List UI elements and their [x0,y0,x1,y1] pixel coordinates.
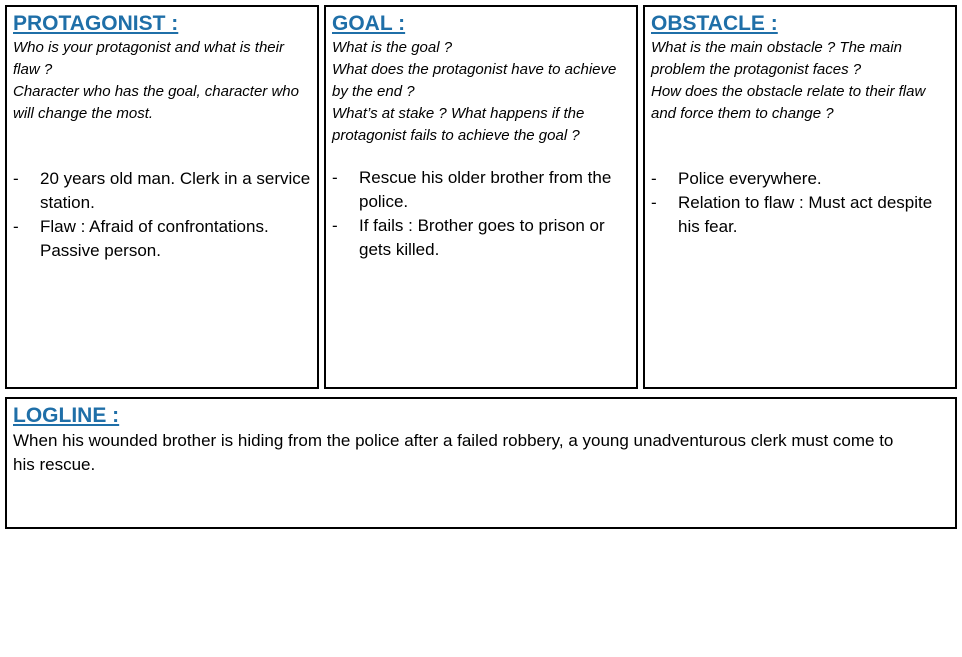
obstacle-prompts [651,37,949,125]
obstacle-box [643,5,957,389]
bullet-dash: - [332,216,338,235]
protagonist-prompt: Who is your protagonist and what is their flaw ? [13,39,284,78]
goal-prompt: What’s at stake ? What happens if the protagonist fails to achieve the goal ? [332,105,585,144]
goal-answer-text: If fails : Brother goes to prison or gets killed. [359,216,605,259]
protagonist-answer-text: 20 years old man. Clerk in a service station. [40,169,311,212]
protagonist-answer-item [13,167,311,215]
goal-prompt: What is the goal ? [332,39,453,56]
obstacle-heading: OBSTACLE : [651,12,778,35]
goal-prompts [332,37,630,147]
protagonist-answer-text: Flaw : Afraid of confrontations. Passive person. [40,217,269,260]
logline-heading: LOGLINE : [13,404,120,427]
bullet-dash: - [13,169,19,188]
obstacle-prompt: How does the obstacle relate to their flaw and force them to change ? [651,83,926,122]
obstacle-answer-text: Police everywhere. [678,169,822,188]
logline-box [5,397,957,529]
logline-text: When his wounded brother is hiding from the police after a failed robbery, a young unadventurous clerk must come to his rescue. [13,431,894,474]
bullet-dash: - [332,168,338,187]
protagonist-prompt: Character who has the goal, character who will change the most. [13,83,299,122]
goal-answer-text: Rescue his older brother from the police. [359,168,612,211]
protagonist-answers [13,167,311,263]
obstacle-answer-item [651,191,949,239]
protagonist-heading: PROTAGONIST : [13,12,179,35]
obstacle-answers [651,167,949,239]
goal-answers [332,166,630,262]
protagonist-box [5,5,319,389]
bullet-dash: - [651,193,657,212]
goal-answer-item [332,166,630,214]
protagonist-answer-item [13,215,311,263]
bullet-dash: - [13,217,19,236]
bullet-dash: - [651,169,657,188]
obstacle-answer-text: Relation to flaw : Must act despite his fear. [678,193,933,236]
obstacle-answer-item [651,167,949,191]
protagonist-prompts [13,37,311,125]
obstacle-prompt: What is the main obstacle ? The main problem the protagonist faces ? [651,39,902,78]
goal-heading: GOAL : [332,12,406,35]
goal-prompt: What does the protagonist have to achieve by the end ? [332,61,617,100]
goal-box [324,5,638,389]
goal-answer-item [332,214,630,262]
